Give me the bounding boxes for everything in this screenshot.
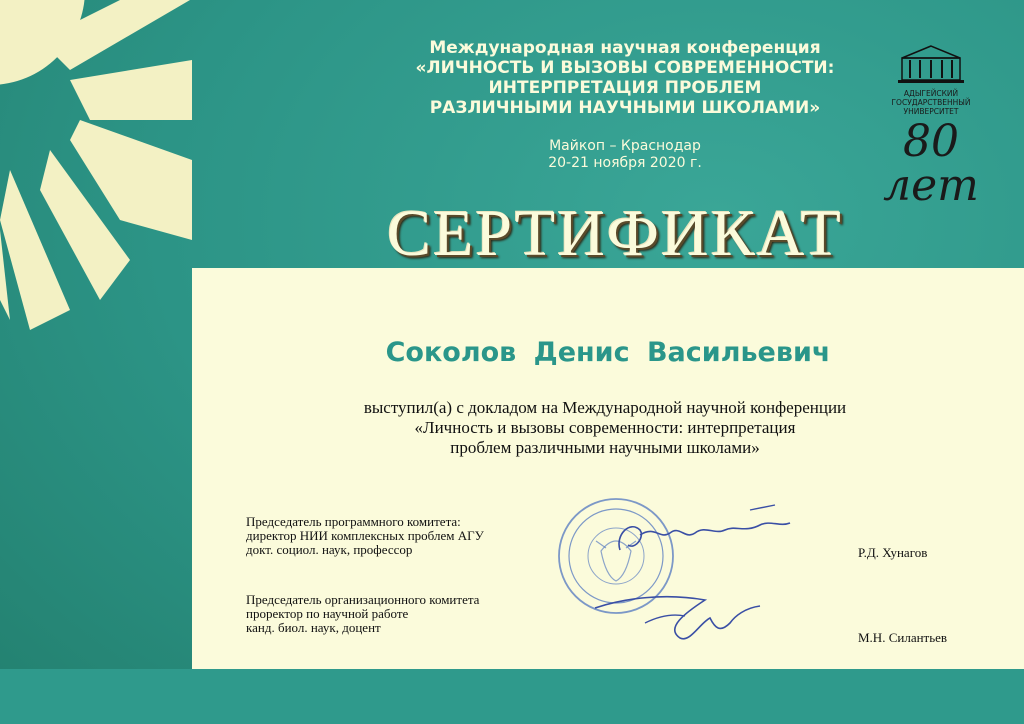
conference-type: Международная научная конференция	[429, 38, 821, 58]
sunburst-decoration	[0, 0, 192, 724]
description	[300, 398, 910, 458]
signatory-2-role: Председатель организационного комитета	[246, 592, 480, 607]
university-name-2: ГОСУДАРСТВЕННЫЙ	[891, 98, 971, 107]
signature-1	[600, 495, 800, 565]
conference-title-1: «ЛИЧНОСТЬ И ВЫЗОВЫ СОВРЕМЕННОСТИ:	[415, 58, 835, 78]
signature-2	[585, 578, 785, 658]
conference-dates: 20-21 ноября 2020 г.	[548, 155, 702, 171]
university-building-icon	[896, 44, 966, 84]
university-name-3: УНИВЕРСИТЕТ	[903, 107, 959, 116]
recipient-name: Соколов Денис Васильевич	[385, 337, 831, 368]
signatory-1-degree: докт. социол. наук, профессор	[246, 542, 413, 557]
signatory-1-title	[246, 515, 484, 557]
signatory-1-position: директор НИИ комплексных проблем АГУ	[246, 528, 484, 543]
conference-title-3: РАЗЛИЧНЫМИ НАУЧНЫМИ ШКОЛАМИ»	[429, 98, 821, 118]
bottom-border	[0, 669, 1024, 724]
conference-title-2: ИНТЕРПРЕТАЦИЯ ПРОБЛЕМ	[488, 78, 762, 98]
signatory-1-role: Председатель программного комитета:	[246, 514, 461, 529]
signatory-2-title	[246, 593, 479, 635]
university-logo	[878, 44, 984, 211]
signatory-2-position: проректор по научной работе	[246, 606, 409, 621]
conference-header	[400, 38, 850, 172]
description-line-2: «Личность и вызовы современности: интерпретация	[414, 418, 796, 437]
description-line-1: выступил(а) с докладом на Международной научной конференции	[363, 398, 847, 417]
certificate-title: СЕРТИФИКАТ	[387, 197, 843, 270]
signatory-2-name: М.Н. Силантьев	[858, 630, 948, 645]
signatory-1-name: Р.Д. Хунагов	[858, 545, 928, 560]
university-name-1: АДЫГЕЙСКИЙ	[903, 89, 959, 98]
signatory-2-degree: канд. биол. наук, доцент	[246, 620, 381, 635]
anniversary-mark: 80 лет	[883, 116, 979, 211]
description-line-3: проблем различными научными школами»	[450, 438, 760, 457]
conference-place: Майкоп – Краснодар	[549, 138, 701, 154]
